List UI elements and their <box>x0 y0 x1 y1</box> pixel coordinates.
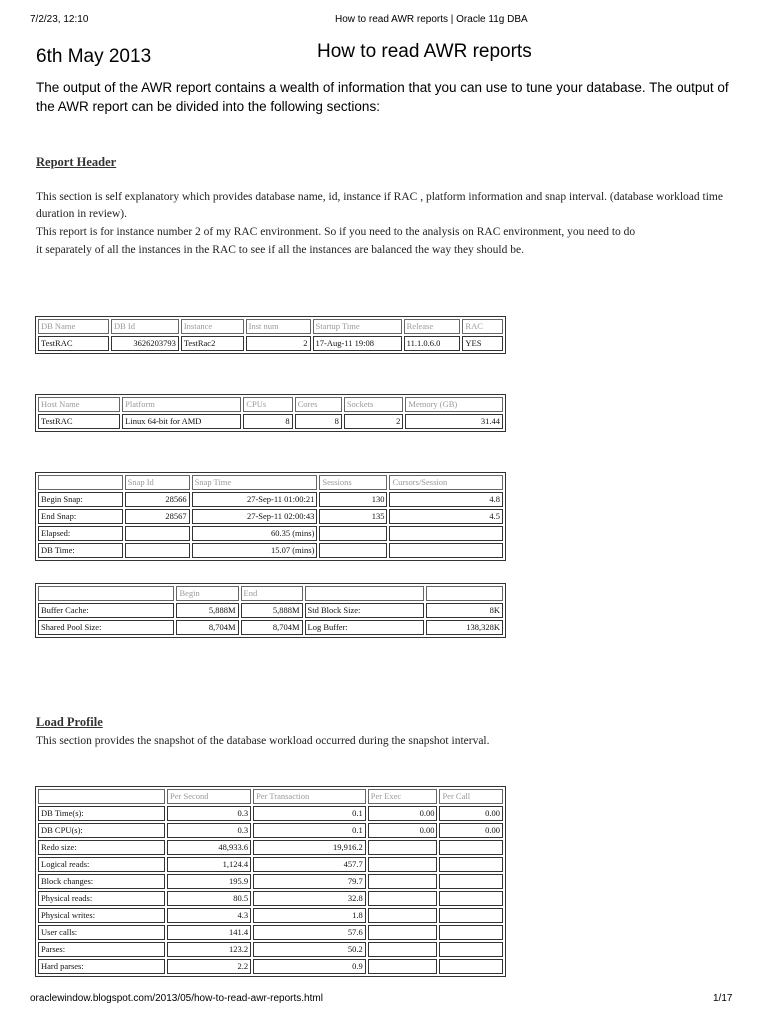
table-header-cell: Per Call <box>439 789 503 804</box>
table-cell <box>439 891 503 906</box>
table-row <box>38 942 503 957</box>
table-cell: 5,888M <box>176 603 238 618</box>
table-cell: 0.9 <box>253 959 366 974</box>
table-cell: 5,888M <box>241 603 303 618</box>
post-date: 6th May 2013 <box>36 46 152 67</box>
table-cell: TestRAC <box>38 336 109 351</box>
table-cell <box>368 840 438 855</box>
table-header-cell: Platform <box>122 397 241 412</box>
host-info-table <box>35 394 506 432</box>
table-header-cell: Per Transaction <box>253 789 366 804</box>
table-row <box>38 806 503 821</box>
report-header-heading: Report Header <box>36 155 117 169</box>
table-cell: Buffer Cache: <box>38 603 174 618</box>
table-header-cell: Sockets <box>344 397 404 412</box>
table-cell: 50.2 <box>253 942 366 957</box>
table-cell <box>125 526 190 541</box>
table-cell <box>125 543 190 558</box>
table-header-cell: Memory (GB) <box>405 397 503 412</box>
print-page-title: How to read AWR reports | Oracle 11g DBA <box>335 14 528 25</box>
table-cell: 123.2 <box>167 942 251 957</box>
table-cell <box>439 942 503 957</box>
report-header-para2: This report is for instance number 2 of my RAC environment. So if you need to the analysis on RAC environment, you need to do <box>36 226 636 238</box>
table-cell: 8,704M <box>176 620 238 635</box>
table-cell: 31.44 <box>405 414 503 429</box>
table-cell: 457.7 <box>253 857 366 872</box>
table-cell <box>368 857 438 872</box>
table-row <box>38 874 503 889</box>
table-cell <box>439 857 503 872</box>
table-header-cell: Cores <box>295 397 342 412</box>
table-cell: 0.3 <box>167 823 251 838</box>
print-footer-url: oraclewindow.blogspot.com/2013/05/how-to-read-awr-reports.html <box>30 993 323 1004</box>
table-cell: 2 <box>344 414 404 429</box>
table-cell: 57.6 <box>253 925 366 940</box>
table-row <box>38 336 503 351</box>
table-cell: 48,933.6 <box>167 840 251 855</box>
post-title: How to read AWR reports <box>317 41 532 62</box>
table-header-row <box>38 397 503 412</box>
table-header-cell: Startup Time <box>313 319 402 334</box>
table-header-cell: DB Name <box>38 319 109 334</box>
table-row <box>38 925 503 940</box>
table-cell: Parses: <box>38 942 165 957</box>
table-cell: Log Buffer: <box>305 620 425 635</box>
table-cell: 4.5 <box>389 509 503 524</box>
table-header-cell: End <box>241 586 303 601</box>
report-header-para3: it separately of all the instances in the RAC to see if all the instances are balanced the way they should be. <box>36 244 524 256</box>
table-header-row <box>38 789 503 804</box>
table-cell: DB CPU(s): <box>38 823 165 838</box>
table-cell: Redo size: <box>38 840 165 855</box>
table-cell: 3626203793 <box>111 336 179 351</box>
table-cell: 0.00 <box>439 823 503 838</box>
table-cell: 27-Sep-11 02:00:43 <box>192 509 318 524</box>
table-cell: 2.2 <box>167 959 251 974</box>
table-cell <box>439 959 503 974</box>
table-cell: User calls: <box>38 925 165 940</box>
table-header-cell: Inst num <box>246 319 311 334</box>
table-cell: Physical writes: <box>38 908 165 923</box>
table-header-cell: CPUs <box>243 397 292 412</box>
table-cell: 79.7 <box>253 874 366 889</box>
db-info-table <box>35 316 506 354</box>
table-cell: 8K <box>426 603 503 618</box>
table-cell: 60.35 (mins) <box>192 526 318 541</box>
table-header-cell <box>426 586 503 601</box>
table-row <box>38 857 503 872</box>
table-row <box>38 840 503 855</box>
table-cell: Block changes: <box>38 874 165 889</box>
table-row <box>38 543 503 558</box>
table-cell: Linux 64-bit for AMD <box>122 414 241 429</box>
table-header-cell: Per Second <box>167 789 251 804</box>
table-cell: Logical reads: <box>38 857 165 872</box>
table-row <box>38 620 503 635</box>
table-row <box>38 908 503 923</box>
table-header-cell: RAC <box>462 319 503 334</box>
table-cell: 4.3 <box>167 908 251 923</box>
table-header-cell <box>38 586 174 601</box>
table-cell: End Snap: <box>38 509 123 524</box>
table-cell: 135 <box>319 509 387 524</box>
table-cell: 8 <box>295 414 342 429</box>
table-header-cell: Snap Id <box>125 475 190 490</box>
table-cell: 130 <box>319 492 387 507</box>
load-profile-para: This section provides the snapshot of the database workload occurred during the snapshot interval. <box>36 735 490 747</box>
table-cell <box>439 925 503 940</box>
table-header-cell <box>38 475 123 490</box>
table-cell: Physical reads: <box>38 891 165 906</box>
table-row <box>38 414 503 429</box>
table-cell: 17-Aug-11 19:08 <box>313 336 402 351</box>
table-header-cell <box>305 586 425 601</box>
table-cell: 32.8 <box>253 891 366 906</box>
table-header-cell: Per Exec <box>368 789 438 804</box>
table-row <box>38 891 503 906</box>
table-cell: 11.1.0.6.0 <box>404 336 461 351</box>
table-row <box>38 526 503 541</box>
table-cell: 28567 <box>125 509 190 524</box>
table-header-row <box>38 586 503 601</box>
table-header-row <box>38 319 503 334</box>
table-header-cell: Release <box>404 319 461 334</box>
table-row <box>38 509 503 524</box>
table-cell: Elapsed: <box>38 526 123 541</box>
table-header-cell: Host Name <box>38 397 120 412</box>
table-cell <box>439 874 503 889</box>
table-cell: 8 <box>243 414 292 429</box>
table-header-cell: Snap Time <box>192 475 318 490</box>
print-datetime: 7/2/23, 12:10 <box>30 14 89 25</box>
snap-table <box>35 472 506 561</box>
table-cell: 27-Sep-11 01:00:21 <box>192 492 318 507</box>
table-cell: Shared Pool Size: <box>38 620 174 635</box>
table-header-cell: Sessions <box>319 475 387 490</box>
table-cell: 8,704M <box>241 620 303 635</box>
table-cell: Std Block Size: <box>305 603 425 618</box>
table-header-cell: DB Id <box>111 319 179 334</box>
table-header-cell: Instance <box>181 319 244 334</box>
table-cell <box>319 543 387 558</box>
table-cell: 19,916.2 <box>253 840 366 855</box>
load-profile-heading: Load Profile <box>36 715 103 729</box>
table-cell <box>439 908 503 923</box>
cache-table <box>35 583 506 638</box>
table-cell: 0.00 <box>439 806 503 821</box>
table-header-cell <box>38 789 165 804</box>
table-cell: YES <box>462 336 503 351</box>
load-profile-table <box>35 786 506 977</box>
table-cell <box>319 526 387 541</box>
table-cell: DB Time(s): <box>38 806 165 821</box>
table-cell <box>368 874 438 889</box>
table-cell: 1.8 <box>253 908 366 923</box>
table-cell: 0.00 <box>368 806 438 821</box>
table-header-cell: Cursors/Session <box>389 475 503 490</box>
table-row <box>38 492 503 507</box>
table-cell: 28566 <box>125 492 190 507</box>
table-cell <box>439 840 503 855</box>
table-header-row <box>38 475 503 490</box>
table-cell: TestRAC <box>38 414 120 429</box>
table-cell <box>389 526 503 541</box>
table-cell <box>368 942 438 957</box>
table-cell: 1,124.4 <box>167 857 251 872</box>
table-cell: 138,328K <box>426 620 503 635</box>
table-cell: 0.1 <box>253 823 366 838</box>
table-row <box>38 823 503 838</box>
table-cell: Hard parses: <box>38 959 165 974</box>
table-cell: 0.00 <box>368 823 438 838</box>
table-cell: 15.07 (mins) <box>192 543 318 558</box>
table-cell: 2 <box>246 336 311 351</box>
table-cell <box>368 908 438 923</box>
table-cell: 0.3 <box>167 806 251 821</box>
table-cell: DB Time: <box>38 543 123 558</box>
table-cell: TestRac2 <box>181 336 244 351</box>
post-intro: The output of the AWR report contains a wealth of information that you can use to tune your database. The output of the AWR report can be divided into the following sections: <box>36 80 729 114</box>
print-page-number: 1/17 <box>713 993 733 1004</box>
report-header-para1: This section is self explanatory which provides database name, id, instance if RAC , platform information and snap interval. (database workload time duration in review). <box>36 191 723 220</box>
table-cell <box>389 543 503 558</box>
table-cell: 0.1 <box>253 806 366 821</box>
table-cell <box>368 891 438 906</box>
table-cell: 195.9 <box>167 874 251 889</box>
table-cell: 4.8 <box>389 492 503 507</box>
table-cell: 80.5 <box>167 891 251 906</box>
table-row <box>38 959 503 974</box>
table-cell: Begin Snap: <box>38 492 123 507</box>
table-header-cell: Begin <box>176 586 238 601</box>
table-row <box>38 603 503 618</box>
table-cell <box>368 959 438 974</box>
table-cell: 141.4 <box>167 925 251 940</box>
table-cell <box>368 925 438 940</box>
